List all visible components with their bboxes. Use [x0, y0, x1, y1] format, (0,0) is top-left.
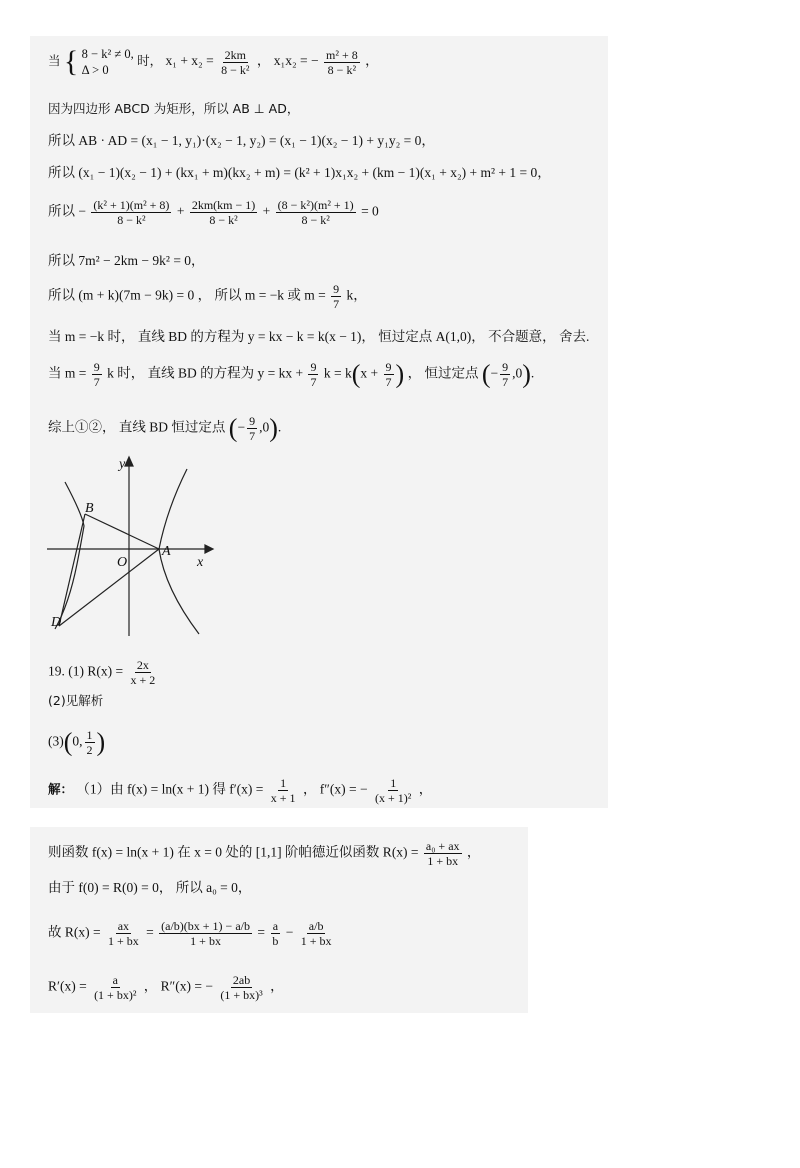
- condition-bottom: Δ > 0: [81, 63, 109, 77]
- label-O: O: [117, 555, 128, 570]
- condition-line: 当 { 8 − k² ≠ 0, Δ > 0 时， x₁ + x₂ = $\frac{2km}{\text{8 − k²}}$ ， x₁x₂ = − $\frac{\text{m² + 8}}{\text{8 − k²}}$ ，: [48, 45, 379, 78]
- expansion-line: 所以 (x₁ − 1)(x₂ − 1) + (kx₁ + m)(kx₂ + m) = (k² + 1)x₁x₂ + (km − 1)(x₁ + x₂) + m² + 1 = 0，: [48, 165, 551, 180]
- case2-line: 当 m = $\frac{9}{7}$ k 时， 直线 BD 的方程为 y = kx + $\frac{9}{7}$ k = k(x + $\frac{9}{7}$ ) ， 恒过定点 (− $\frac{9}{7}$ ,0).: [48, 359, 535, 389]
- text-when: 当: [48, 53, 61, 69]
- label-D: D: [51, 615, 62, 630]
- case1-line: 当 m = −k 时， 直线 BD 的方程为 y = kx − k = k(x − 1)， 恒过定点 A(1,0)， 不合题意， 舍去.: [48, 329, 590, 344]
- condition-system: [82, 46, 134, 78]
- a0-line: 由于 f(0) = R(0) = 0， 所以 a₀ = 0，: [48, 880, 252, 895]
- left-branch: [55, 482, 84, 629]
- hyperbola-figure: [47, 454, 247, 636]
- sum-expr: x₁ + x₂ =: [165, 53, 214, 69]
- dot-product-line: 所以 AB · AD = (x₁ − 1, y₁)·(x₂ − 1, y₂) = (x₁ − 1)(x₂ − 1) + y₁y₂ = 0，: [48, 133, 435, 148]
- product-fraction: $\frac{\text{m² + 8}}{\text{8 − k²}}$: [326, 47, 358, 77]
- brace-symbol: {: [63, 45, 79, 78]
- derivatives-line: R′(x) = $\frac{a}{\text{(1 + bx)²}}$ ， R″(x) = − $\frac{2ab}{\text{(1 + bx)³}}$ ，: [48, 973, 284, 1002]
- sum-fraction: $\frac{2km}{\text{8 − k²}}$: [221, 47, 250, 77]
- text-time: 时，: [137, 53, 163, 69]
- conclusion-line: 综上①②， 直线 BD 恒过定点 (− $\frac{9}{7}$ ,0).: [48, 413, 282, 443]
- label-x: x: [197, 555, 204, 570]
- fraction-1: $\frac{\text{(k² + 1)(m² + 8)}}{\text{8 − k²}}$: [93, 198, 170, 227]
- solution-panel-2: [30, 827, 528, 1013]
- x-axis-arrow: [205, 545, 213, 553]
- factor-line: 所以 (m + k)(7m − 9k) = 0 ， 所以 m = −k 或 m = $\frac{9}{7}$ k，: [48, 282, 367, 311]
- answer-19-1: 19. (1) R(x) = $\frac{2x}{x + 2}$: [48, 658, 156, 687]
- label-B: B: [85, 501, 94, 516]
- rectangle-line: 因为四边形 ABCD 为矩形，所以 AB ⊥ AD，: [48, 101, 300, 116]
- r-expansion-line: 故 R(x) = $\frac{ax}{1 + bx}$ = $\frac{(a/b)(bx + 1) - a/b}{1 + bx}$ = $\frac{a}{b}$ − $\frac{a/b}{1 + bx}$: [48, 919, 332, 948]
- label-y: y: [119, 457, 126, 472]
- answer-19-2: (2)见解析: [48, 693, 104, 708]
- condition-top: 8 − k² ≠ 0,: [81, 47, 134, 61]
- solution-label: 解：: [48, 781, 74, 797]
- answer-19-3: (3)(0, $\frac{1}{2}$ ): [48, 727, 106, 757]
- label-A: A: [162, 544, 171, 559]
- pade-line: 则函数 f(x) = ln(x + 1) 在 x = 0 处的 [1,1] 阶帕德近似函数 R(x) = $\frac{\text{a₀ + ax}}{1 + bx}$ ，: [48, 839, 481, 868]
- product-expr: x₁x₂ = −: [273, 53, 319, 69]
- fraction-3: $\frac{\text{(8 − k²)(m² + 1)}}{\text{8 − k²}}$: [277, 198, 354, 227]
- solution-panel-1: [30, 36, 608, 808]
- nine-sevenths: $\frac{9}{7}$: [333, 282, 340, 311]
- fraction-sum-line: 所以 − $\frac{\text{(k² + 1)(m² + 8)}}{\text{8 − k²}}$ + $\frac{2km(km - 1)}{\text{8 − k²}}$ + $\frac{\text{(8 − k²)(m² + 1)}}{\text{8 − k²}}$ = 0: [48, 198, 379, 227]
- fraction-2: $\frac{2km(km - 1)}{\text{8 − k²}}$: [191, 198, 256, 227]
- y-axis-arrow: [125, 457, 133, 466]
- segment-BA: [85, 514, 159, 549]
- solution-start-line: 解： （1）由 f(x) = ln(x + 1) 得 f′(x) = $\frac{1}{x + 1}$ ， f″(x) = − $\frac{1}{\text{(x + 1)²}}$ ，: [48, 776, 433, 805]
- quadratic-line: 所以 7m² − 2km − 9k² = 0，: [48, 253, 205, 268]
